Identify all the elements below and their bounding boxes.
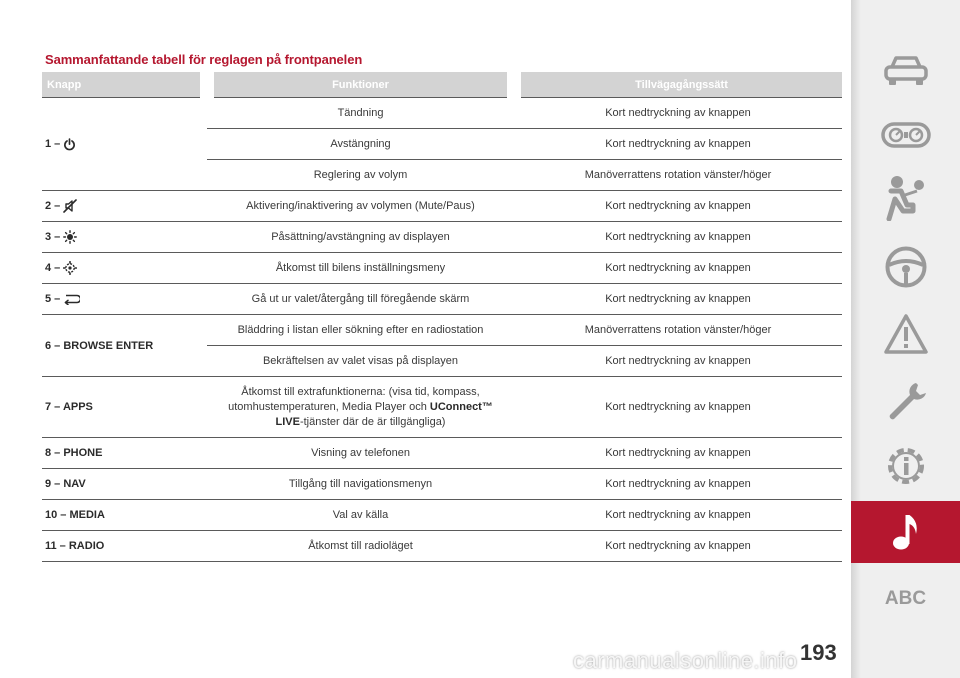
controls-table (42, 72, 842, 562)
function-cell: Bekräftelsen av valet visas på displayen (207, 346, 514, 377)
header-funktioner: Funktioner (207, 72, 514, 98)
action-cell: Kort nedtryckning av knappen (514, 222, 842, 253)
key-label: 3 – (45, 231, 61, 243)
warning-triangle-icon (883, 313, 929, 355)
chapter-nav-multimedia[interactable] (851, 501, 960, 563)
key-cell (42, 98, 207, 191)
header-knapp: Knapp (42, 72, 207, 98)
chapter-nav-car[interactable] (851, 40, 960, 102)
function-text-line1: Åtkomst till extrafunktionerna: (visa tid, kompass, (241, 385, 480, 398)
function-cell: Reglering av volym (207, 160, 514, 191)
action-cell: Kort nedtryckning av knappen (514, 284, 842, 315)
key-cell: 6 – BROWSE ENTER (42, 315, 207, 377)
function-cell: Avstängning (207, 129, 514, 160)
key-label: 5 – (45, 293, 61, 305)
airbag-passenger-icon (883, 175, 929, 221)
function-cell: Tillgång till navigationsmenyn (207, 469, 514, 500)
action-cell: Manöverrattens rotation vänster/höger (514, 315, 842, 346)
index-abc-label: ABC (884, 588, 927, 609)
wrench-icon (884, 379, 928, 423)
key-label: 1 – (45, 138, 61, 150)
brand-live: LIVE (275, 415, 300, 428)
car-icon (882, 54, 930, 88)
function-cell: Påsättning/avstängning av displayen (207, 222, 514, 253)
key-cell (42, 284, 207, 315)
chapter-nav-maintenance[interactable] (851, 370, 960, 432)
table-row (42, 500, 842, 531)
function-cell: Visning av telefonen (207, 438, 514, 469)
dashboard-gauges-icon (881, 120, 931, 150)
action-cell: Kort nedtryckning av knappen (514, 469, 842, 500)
function-cell (207, 377, 514, 438)
key-label: 4 – (45, 262, 61, 274)
action-cell: Manöverrattens rotation vänster/höger (514, 160, 842, 191)
settings-gear-icon (63, 261, 77, 275)
key-cell: 10 – MEDIA (42, 500, 207, 531)
table-header-row (42, 72, 842, 98)
function-cell: Åtkomst till bilens inställningsmeny (207, 253, 514, 284)
key-cell: 8 – PHONE (42, 438, 207, 469)
chapter-nav-index[interactable] (851, 568, 960, 630)
function-cell: Gå ut ur valet/återgång till föregående skärm (207, 284, 514, 315)
table-row (42, 531, 842, 562)
action-cell: Kort nedtryckning av knappen (514, 531, 842, 562)
power-icon (63, 138, 76, 151)
key-cell: 11 – RADIO (42, 531, 207, 562)
function-text-line2: utomhustemperaturen, Media Player och (228, 400, 430, 413)
table-row (42, 469, 842, 500)
table-row (42, 377, 842, 438)
table-row (42, 222, 842, 253)
function-cell: Bläddring i listan eller sökning efter en radiostation (207, 315, 514, 346)
function-cell: Åtkomst till radioläget (207, 531, 514, 562)
action-cell: Kort nedtryckning av knappen (514, 377, 842, 438)
page-title: Sammanfattande tabell för reglagen på frontpanelen (45, 52, 363, 67)
key-cell: 9 – NAV (42, 469, 207, 500)
function-cell: Val av källa (207, 500, 514, 531)
watermark: carmanualsonline.info (573, 648, 798, 673)
action-cell: Kort nedtryckning av knappen (514, 191, 842, 222)
steering-wheel-icon (884, 245, 928, 289)
mute-icon (63, 199, 77, 213)
action-cell: Kort nedtryckning av knappen (514, 438, 842, 469)
display-brightness-icon (63, 230, 77, 244)
key-cell (42, 253, 207, 284)
header-tillvagagangssatt: Tillvägagångssätt (514, 72, 842, 98)
chapter-nav-dashboard[interactable] (851, 104, 960, 166)
table-row (42, 315, 842, 346)
brand-uconnect: UConnect™ (429, 400, 493, 413)
function-text-line3: -tjänster där de är tillgängliga) (299, 415, 446, 428)
function-cell: Tändning (207, 98, 514, 129)
chapter-nav-safety[interactable] (851, 167, 960, 229)
back-arrow-icon (63, 293, 80, 305)
chapter-nav-starting[interactable] (851, 236, 960, 298)
function-cell: Aktivering/inaktivering av volymen (Mute/Paus) (207, 191, 514, 222)
table-row (42, 98, 842, 129)
action-cell: Kort nedtryckning av knappen (514, 346, 842, 377)
key-cell: 7 – APPS (42, 377, 207, 438)
chapter-sidebar (851, 0, 960, 678)
table-row (42, 253, 842, 284)
key-cell (42, 222, 207, 253)
table-row (42, 284, 842, 315)
action-cell: Kort nedtryckning av knappen (514, 129, 842, 160)
info-gear-icon (883, 443, 929, 489)
action-cell: Kort nedtryckning av knappen (514, 500, 842, 531)
action-cell: Kort nedtryckning av knappen (514, 253, 842, 284)
key-label: 2 – (45, 200, 61, 212)
music-note-icon (891, 512, 921, 552)
chapter-nav-emergency[interactable] (851, 303, 960, 365)
chapter-nav-technical-data[interactable] (851, 435, 960, 497)
page-number: 193 (800, 640, 837, 665)
action-cell: Kort nedtryckning av knappen (514, 98, 842, 129)
table-row (42, 191, 842, 222)
key-cell (42, 191, 207, 222)
table-row (42, 438, 842, 469)
